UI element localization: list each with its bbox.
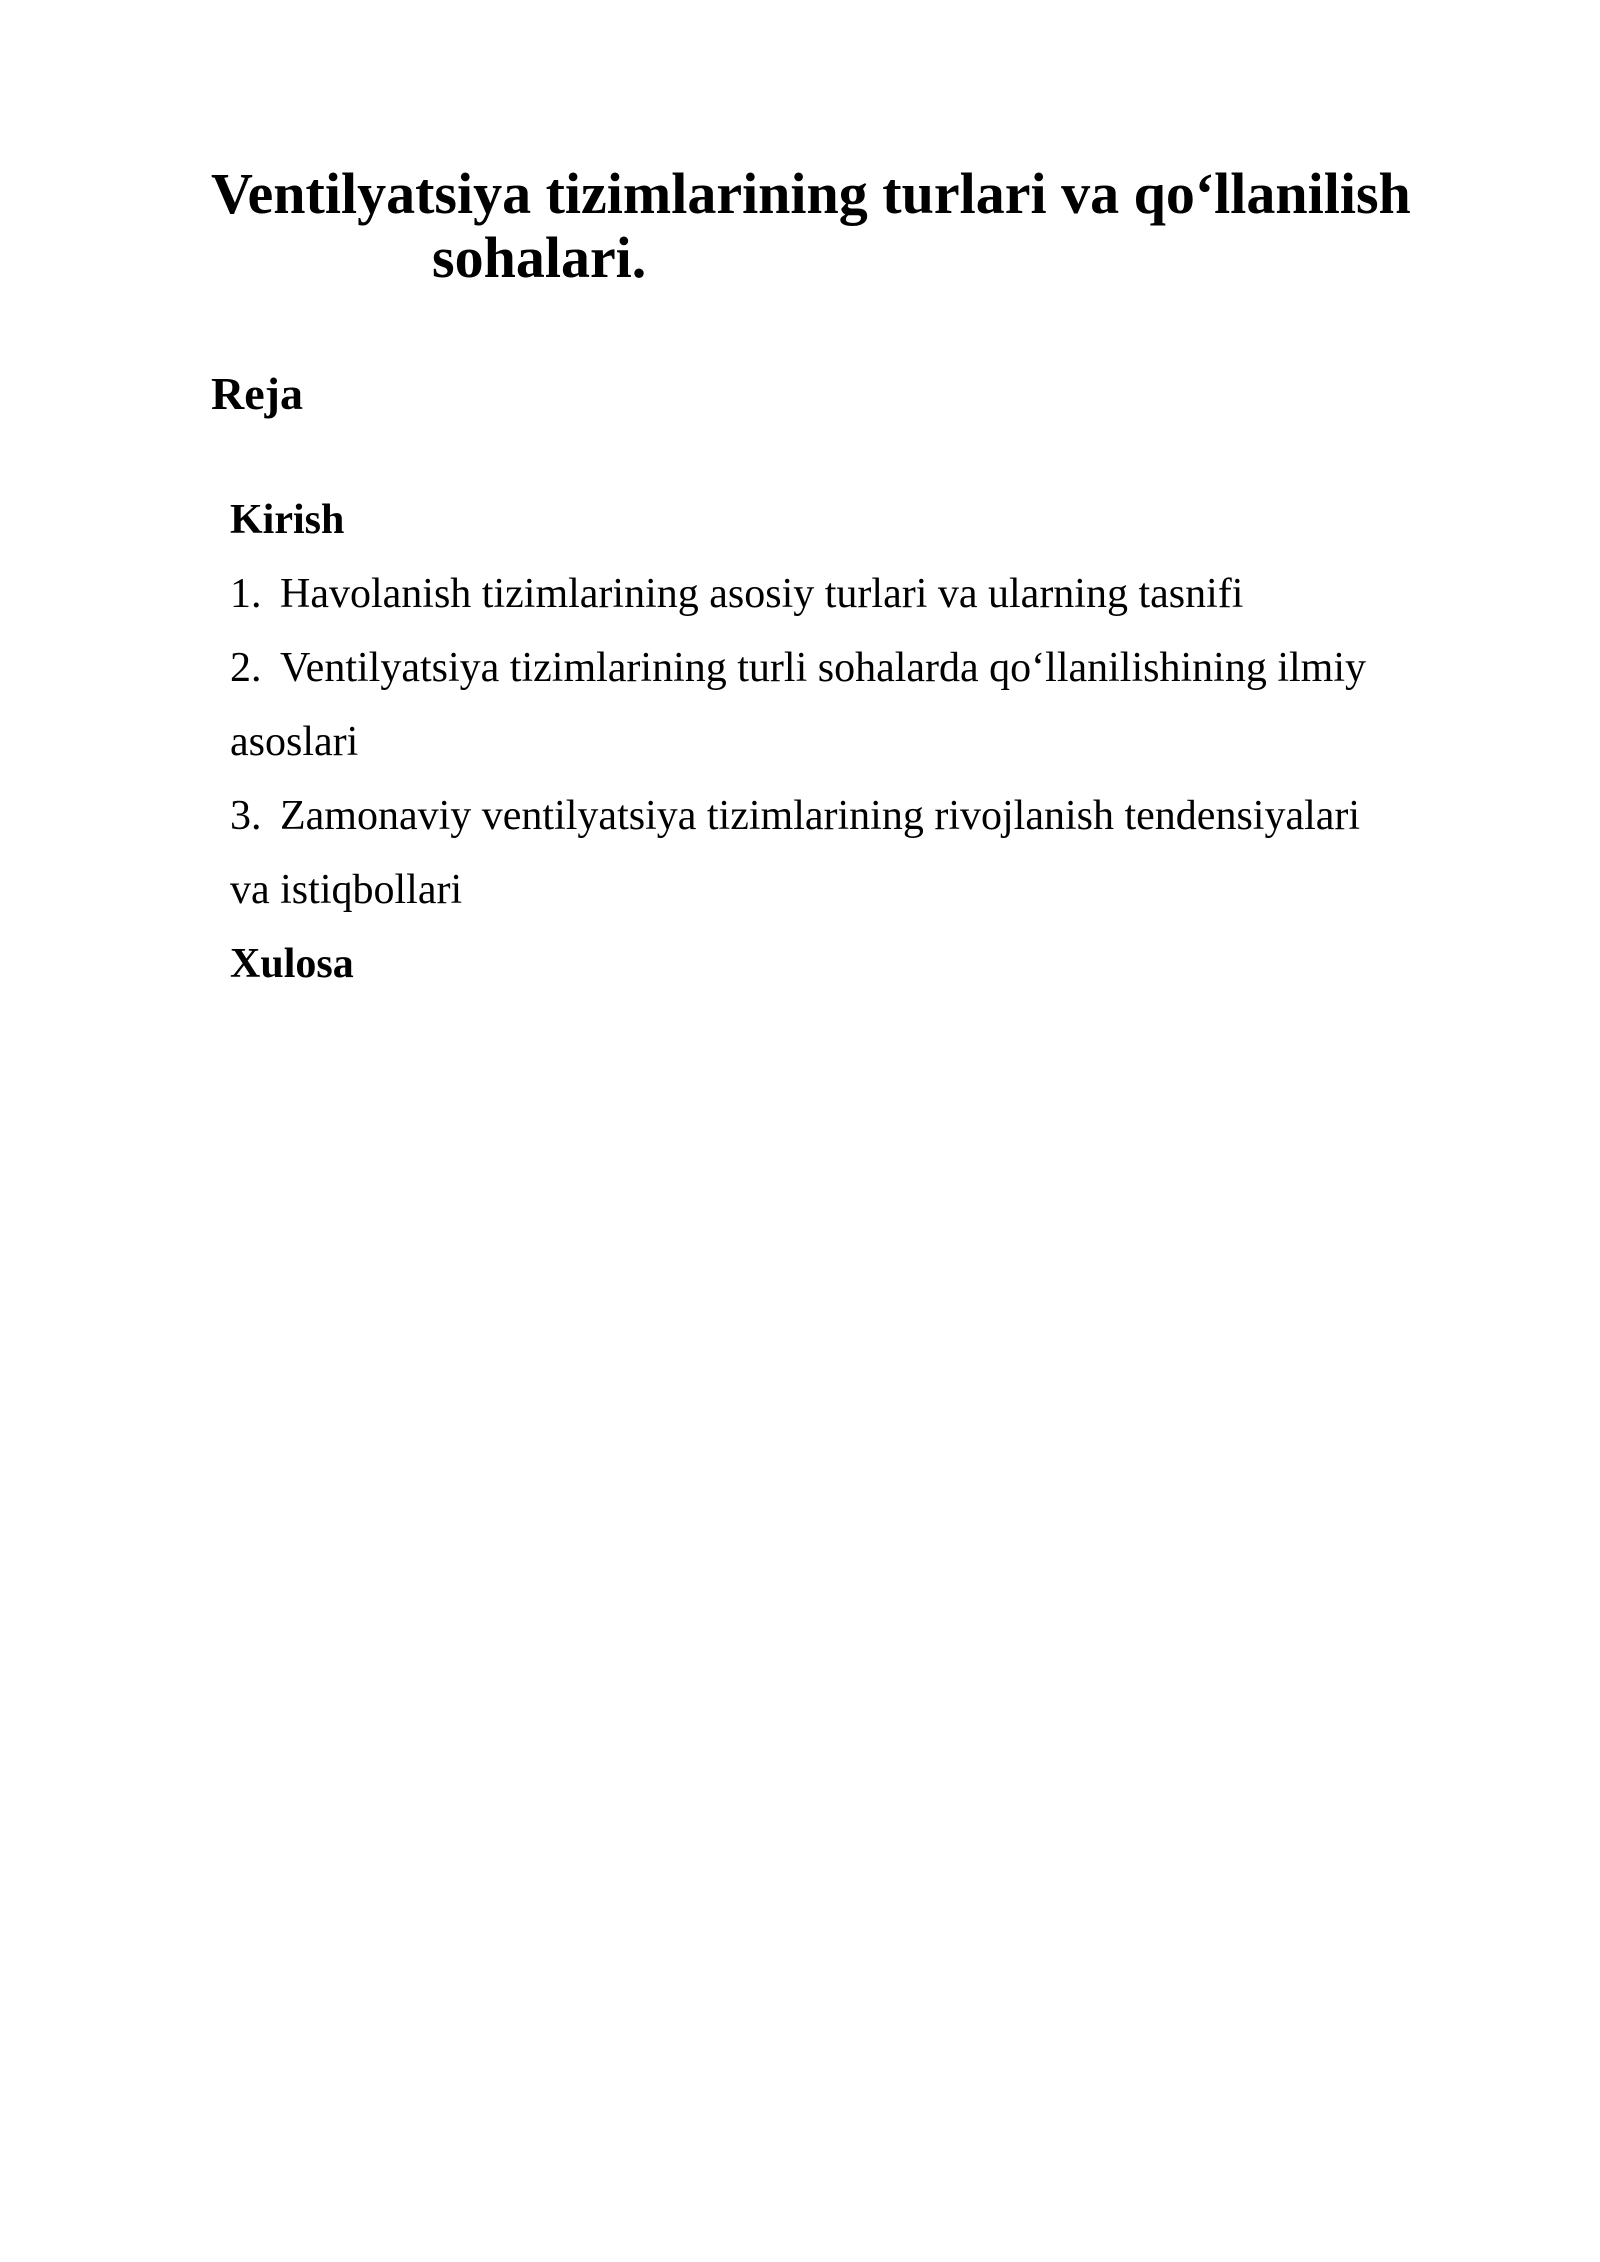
plan-item-3-continuation: va istiqbollari [230, 867, 463, 913]
plan-item-number: 1. [230, 571, 262, 617]
plan-item-text: Havolanish tizimlarining asosiy turlari va ularning tasnifi [280, 571, 1244, 617]
plan-item-text: Ventilyatsiya tizimlarining turli sohalarda qo‘llanilishining ilmiy [280, 645, 1366, 691]
plan-item-3 [230, 779, 1490, 853]
plan-conclusion: Xulosa [230, 941, 354, 987]
title-line-1: Ventilyatsiya tizimlarining turlari va qo‘llanilish [211, 161, 1411, 226]
plan-heading: Reja [211, 368, 303, 419]
title-line-2: sohalari. [432, 225, 647, 290]
plan-item-2 [230, 631, 1490, 705]
plan-item-1 [230, 557, 1490, 631]
plan-item-2-continuation: asoslari [230, 719, 359, 765]
document-title [211, 162, 1491, 290]
plan-list [230, 483, 1490, 1001]
plan-intro: Kirish [230, 497, 345, 543]
plan-item-text: Zamonaviy ventilyatsiya tizimlarining rivojlanish tendensiyalari [280, 793, 1361, 839]
plan-item-number: 3. [230, 793, 262, 839]
plan-item-number: 2. [230, 645, 262, 691]
